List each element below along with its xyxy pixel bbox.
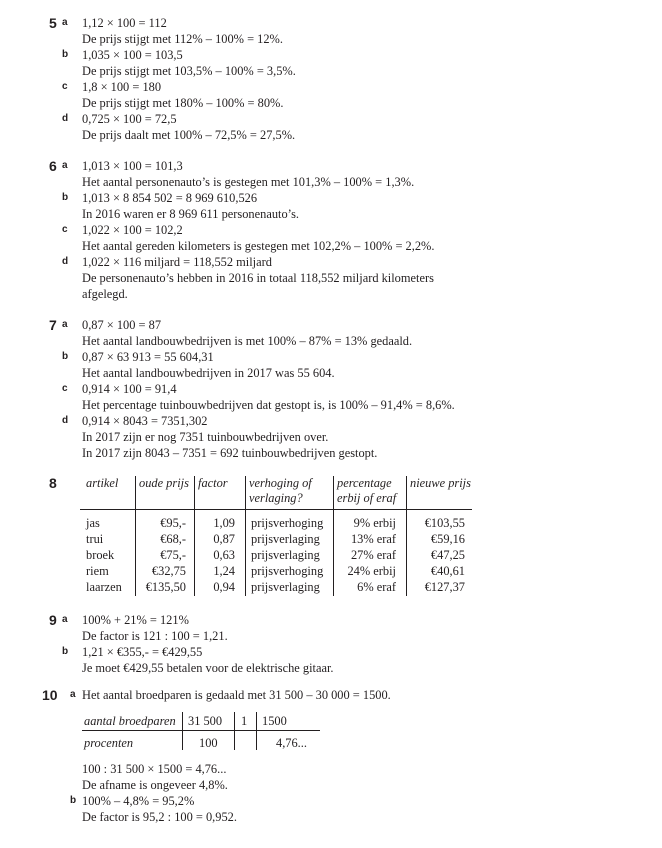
cell-factor: 1,09 [213,516,235,530]
row-label-procenten: procenten [84,736,134,750]
answer-line: Het aantal gereden kilometers is gestegen met 102,2% – 100% = 2,2%. [82,239,435,253]
cell-nieuwe-prijs: €59,16 [430,532,465,546]
cell-oude-prijs: €135,50 [145,580,186,594]
cell-value: 4,76... [276,736,307,750]
cell-factor: 1,24 [213,564,235,578]
cell-artikel: laarzen [86,580,122,594]
cell-soort: prijsverhoging [251,516,324,530]
table-header-rule [80,509,472,510]
cell-percentage: 27% eraf [350,548,396,562]
header-nieuwe-prijs: nieuwe prijs [410,476,471,490]
part-label: b [62,192,69,203]
answer-line: 1,12 × 100 = 112 [82,16,167,30]
answer-line: 0,914 × 100 = 91,4 [82,382,177,396]
cell-soort: prijsverlaging [251,580,320,594]
answer-line: 0,914 × 8043 = 7351,302 [82,414,208,428]
cell-value: 1 [241,714,248,728]
part-label: a [62,614,68,625]
cell-percentage: 9% erbij [353,516,396,530]
answer-line: Het aantal landbouwbedrijven in 2017 was 55 604. [82,366,335,380]
cell-percentage: 24% erbij [347,564,396,578]
header-erbij-eraf: erbij of eraf [337,491,397,505]
answer-line: 0,87 × 100 = 87 [82,318,162,332]
part-label: c [62,383,68,394]
part-label: d [62,415,69,426]
cell-percentage: 6% eraf [357,580,396,594]
part-label: c [62,224,68,235]
question-number: 5 [49,15,57,31]
question-number: 6 [49,158,57,174]
answer-line: 100 : 31 500 × 1500 = 4,76... [82,762,227,776]
header-factor: factor [198,476,228,490]
answer-line: 1,035 × 100 = 103,5 [82,48,183,62]
answer-line: De factor is 95,2 : 100 = 0,952. [82,810,237,824]
answer-line: De personenauto’s hebben in 2016 in totaal 118,552 miljard kilometers [82,271,434,285]
cell-value: 31 500 [188,714,223,728]
cell-oude-prijs: €32,75 [151,564,186,578]
part-label: b [62,646,69,657]
cell-artikel: riem [86,564,109,578]
cell-percentage: 13% eraf [350,532,396,546]
part-label: d [62,256,69,267]
question-number: 7 [49,317,57,333]
answer-line: 1,8 × 100 = 180 [82,80,162,94]
answer-line: 1,022 × 100 = 102,2 [82,223,183,237]
answer-line: De afname is ongeveer 4,8%. [82,778,228,792]
answer-line: 0,725 × 100 = 72,5 [82,112,177,126]
cell-oude-prijs: €75,- [160,548,186,562]
part-label: b [62,49,69,60]
part-label: a [70,689,76,700]
answer-line: Het percentage tuinbouwbedrijven dat gestopt is, is 100% – 91,4% = 8,6%. [82,398,455,412]
cell-value: 100 [199,736,218,750]
part-label: a [62,17,68,28]
header-verhoging: verhoging of [249,476,312,490]
answer-line: 1,013 × 100 = 101,3 [82,159,183,173]
answer-line: 1,022 × 116 miljard = 118,552 miljard [82,255,272,269]
header-oude-prijs: oude prijs [139,476,189,490]
answer-line: In 2016 waren er 8 969 611 personenauto’s. [82,207,300,221]
answer-line: In 2017 zijn 8043 – 7351 = 692 tuinbouwbedrijven gestopt. [82,446,378,460]
answer-line: Het aantal landbouwbedrijven is met 100% – 87% = 13% gedaald. [82,334,413,348]
cell-factor: 0,94 [213,580,235,594]
cell-nieuwe-prijs: €40,61 [430,564,465,578]
answer-line: Het aantal personenauto’s is gestegen met 101,3% – 100% = 1,3%. [82,175,415,189]
answer-line: In 2017 zijn er nog 7351 tuinbouwbedrijven over. [82,430,329,444]
row-label-broedparen: aantal broedparen [84,714,176,728]
cell-soort: prijsverhoging [251,564,324,578]
answer-line: 0,87 × 63 913 = 55 604,31 [82,350,214,364]
part-label: a [62,319,68,330]
answer-line: afgelegd. [82,287,128,301]
cell-artikel: broek [86,548,115,562]
part-label: d [62,113,69,124]
cell-factor: 0,87 [213,532,235,546]
table-rule [245,476,246,596]
table-rule [82,730,320,731]
answer-line: De prijs stijgt met 112% – 100% = 12%. [82,32,283,46]
header-verlaging: verlaging? [249,491,303,505]
header-percentage: percentage [337,476,392,490]
question-number: 9 [49,612,57,628]
cell-nieuwe-prijs: €47,25 [430,548,465,562]
cell-soort: prijsverlaging [251,548,320,562]
cell-factor: 0,63 [213,548,235,562]
cell-artikel: jas [86,516,100,530]
question-number: 8 [49,475,57,491]
answer-line: Het aantal broedparen is gedaald met 31 500 – 30 000 = 1500. [82,688,391,702]
cell-value: 1500 [262,714,287,728]
part-label: b [62,351,69,362]
table-rule [256,712,257,750]
answer-line: 1,21 × €355,- = €429,55 [82,645,203,659]
answer-line: Je moet €429,55 betalen voor de elektrische gitaar. [82,661,334,675]
cell-artikel: trui [86,532,104,546]
part-label: a [62,160,68,171]
answer-line: De factor is 121 : 100 = 1,21. [82,629,228,643]
cell-nieuwe-prijs: €127,37 [424,580,465,594]
cell-soort: prijsverlaging [251,532,320,546]
table-rule [182,712,183,750]
cell-oude-prijs: €95,- [160,516,186,530]
answer-line: 100% + 21% = 121% [82,613,189,627]
cell-oude-prijs: €68,- [160,532,186,546]
header-artikel: artikel [86,476,119,490]
answer-line: De prijs daalt met 100% – 72,5% = 27,5%. [82,128,296,142]
answer-line: De prijs stijgt met 180% – 100% = 80%. [82,96,284,110]
answer-line: De prijs stijgt met 103,5% – 100% = 3,5%. [82,64,296,78]
part-label: b [70,795,77,806]
answer-line: 100% – 4,8% = 95,2% [82,794,195,808]
question-number: 10 [42,687,58,703]
ratio-table [82,712,322,754]
part-label: c [62,81,68,92]
table-rule [234,712,235,750]
cell-nieuwe-prijs: €103,55 [424,516,465,530]
answer-line: 1,013 × 8 854 502 = 8 969 610,526 [82,191,258,205]
price-table [80,476,472,596]
